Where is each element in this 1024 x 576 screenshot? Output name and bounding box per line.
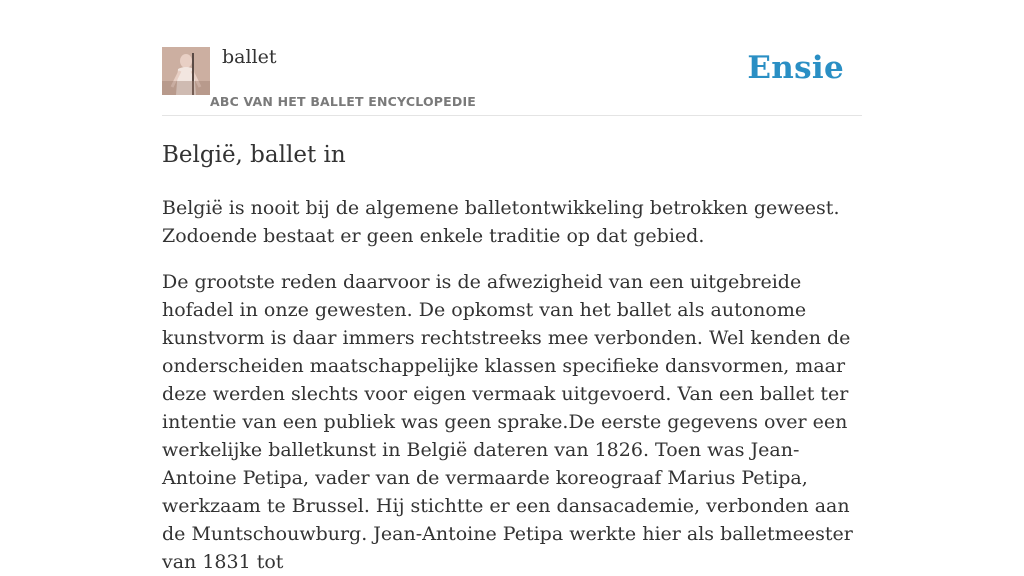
brand-logo[interactable]: Ensie (747, 50, 844, 86)
article-paragraph: De grootste reden daarvoor is de afwezigheid van een uitgebreide hofadel in onze gewesten. De opkomst van het ballet als autonome kunstvorm is daar immers rechtstreeks mee verbonden. Wel kenden de onderscheiden maatschappelijke klassen specifieke dansvormen, maar deze werden slechts voor eigen vermaak uitgevoerd. Van een ballet ter intentie van een publiek was geen sprake.De eerste gegevens over een werkelijke balletkunst in België dateren van 1826. Toen was Jean-Antoine Petipa, vader van de vermaarde koreograaf Marius Petipa, werkzaam te Brussel. Hij stichtte er een dansacademie, verbonden aan de Muntschouwburg. Jean-Antoine Petipa werkte hier als balletmeester van 1831 tot (162, 271, 853, 573)
page-container (162, 0, 862, 573)
header (162, 0, 862, 116)
encyclopedia-link[interactable]: ABC VAN HET BALLET ENCYCLOPEDIE (210, 94, 477, 109)
article-paragraph: België is nooit bij de algemene balletontwikkeling betrokken geweest. Zodoende bestaat er geen enkele traditie op dat gebied. (162, 197, 840, 247)
avatar[interactable] (162, 47, 210, 95)
source-name[interactable]: ballet (222, 46, 277, 68)
article-title: België, ballet in (162, 142, 346, 168)
ballet-dancer-photo-icon (162, 47, 210, 95)
